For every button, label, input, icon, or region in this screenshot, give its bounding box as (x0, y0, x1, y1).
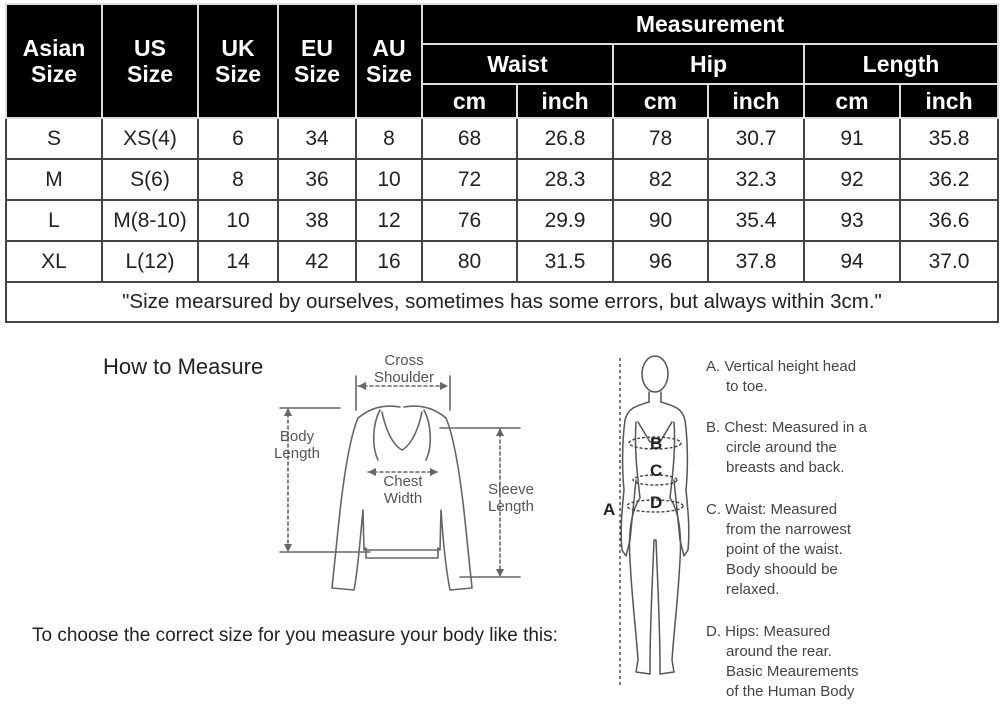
table-cell: 68 (422, 118, 517, 159)
table-cell: 76 (422, 200, 517, 241)
table-cell: 8 (198, 159, 278, 200)
table-cell: 30.7 (708, 118, 804, 159)
unit-header: cm (804, 84, 900, 118)
how-to-measure-section (0, 330, 1000, 707)
table-cell: S (6, 118, 102, 159)
unit-header: cm (613, 84, 708, 118)
header-us-size: US Size (102, 4, 198, 118)
header-length: Length (804, 44, 998, 84)
note-a: A. Vertical height head to toe. (706, 358, 857, 395)
table-cell: M (6, 159, 102, 200)
header-asian-size: Asian Size (6, 4, 102, 118)
table-cell: XL (6, 241, 102, 282)
header-eu-size: EU Size (278, 4, 356, 118)
marker-a: A (603, 500, 616, 519)
measurement-note: "Size mearsured by ourselves, sometimes has some errors, but always within 3cm." (6, 282, 998, 322)
table-cell: 14 (198, 241, 278, 282)
table-cell: 10 (198, 200, 278, 241)
table-cell: 96 (613, 241, 708, 282)
size-chart-table (5, 3, 999, 323)
table-cell: 72 (422, 159, 517, 200)
table-cell: 6 (198, 118, 278, 159)
table-cell: 94 (804, 241, 900, 282)
table-row (6, 118, 998, 159)
choose-size-instruction: To choose the correct size for you measure your body like this: (32, 625, 558, 646)
table-body (6, 118, 998, 282)
table-cell: M(8-10) (102, 200, 198, 241)
body-length-label: Body Length (274, 428, 320, 462)
table-row (6, 159, 998, 200)
table-cell: 93 (804, 200, 900, 241)
table-cell: 8 (356, 118, 422, 159)
table-cell: 34 (278, 118, 356, 159)
table-cell: 92 (804, 159, 900, 200)
table-cell: XS(4) (102, 118, 198, 159)
table-row (6, 200, 998, 241)
table-cell: 16 (356, 241, 422, 282)
unit-header: inch (708, 84, 804, 118)
chest-width-label: Chest Width (383, 473, 423, 507)
table-cell: 80 (422, 241, 517, 282)
table-cell: 91 (804, 118, 900, 159)
sleeve-length-label: Sleeve Length (488, 481, 534, 515)
table-cell: 28.3 (517, 159, 613, 200)
marker-d: D (650, 493, 663, 512)
table-cell: S(6) (102, 159, 198, 200)
table-cell: 42 (278, 241, 356, 282)
header-waist: Waist (422, 44, 613, 84)
table-cell: 36.6 (900, 200, 998, 241)
table-cell: 36 (278, 159, 356, 200)
cross-shoulder-label: Cross Shoulder (373, 352, 435, 386)
header-measurement: Measurement (422, 4, 998, 44)
note-b: B. Chest: Measured in a circle around the breasts and back. (706, 419, 867, 476)
table-cell: 12 (356, 200, 422, 241)
unit-header: inch (517, 84, 613, 118)
table-cell: 90 (613, 200, 708, 241)
header-hip: Hip (613, 44, 804, 84)
table-cell: 38 (278, 200, 356, 241)
table-cell: 35.8 (900, 118, 998, 159)
table-cell: 82 (613, 159, 708, 200)
table-cell: L(12) (102, 241, 198, 282)
table-row (6, 241, 998, 282)
marker-b: B (650, 434, 663, 453)
table-cell: 36.2 (900, 159, 998, 200)
table-cell: 37.8 (708, 241, 804, 282)
table-cell: 78 (613, 118, 708, 159)
table-cell: 35.4 (708, 200, 804, 241)
unit-header: inch (900, 84, 998, 118)
table-cell: 10 (356, 159, 422, 200)
marker-c: C (650, 461, 663, 480)
note-d: D. Hips: Measured around the rear. Basic Meaurements of the Human Body (706, 623, 859, 700)
table-cell: L (6, 200, 102, 241)
table-cell: 37.0 (900, 241, 998, 282)
unit-header: cm (422, 84, 517, 118)
header-uk-size: UK Size (198, 4, 278, 118)
table-cell: 31.5 (517, 241, 613, 282)
note-c: C. Waist: Measured from the narrowest point of the waist. Body shoould be relaxed. (706, 501, 852, 598)
how-to-measure-title: How to Measure (103, 354, 264, 379)
table-cell: 32.3 (708, 159, 804, 200)
table-cell: 26.8 (517, 118, 613, 159)
header-au-size: AU Size (356, 4, 422, 118)
table-cell: 29.9 (517, 200, 613, 241)
